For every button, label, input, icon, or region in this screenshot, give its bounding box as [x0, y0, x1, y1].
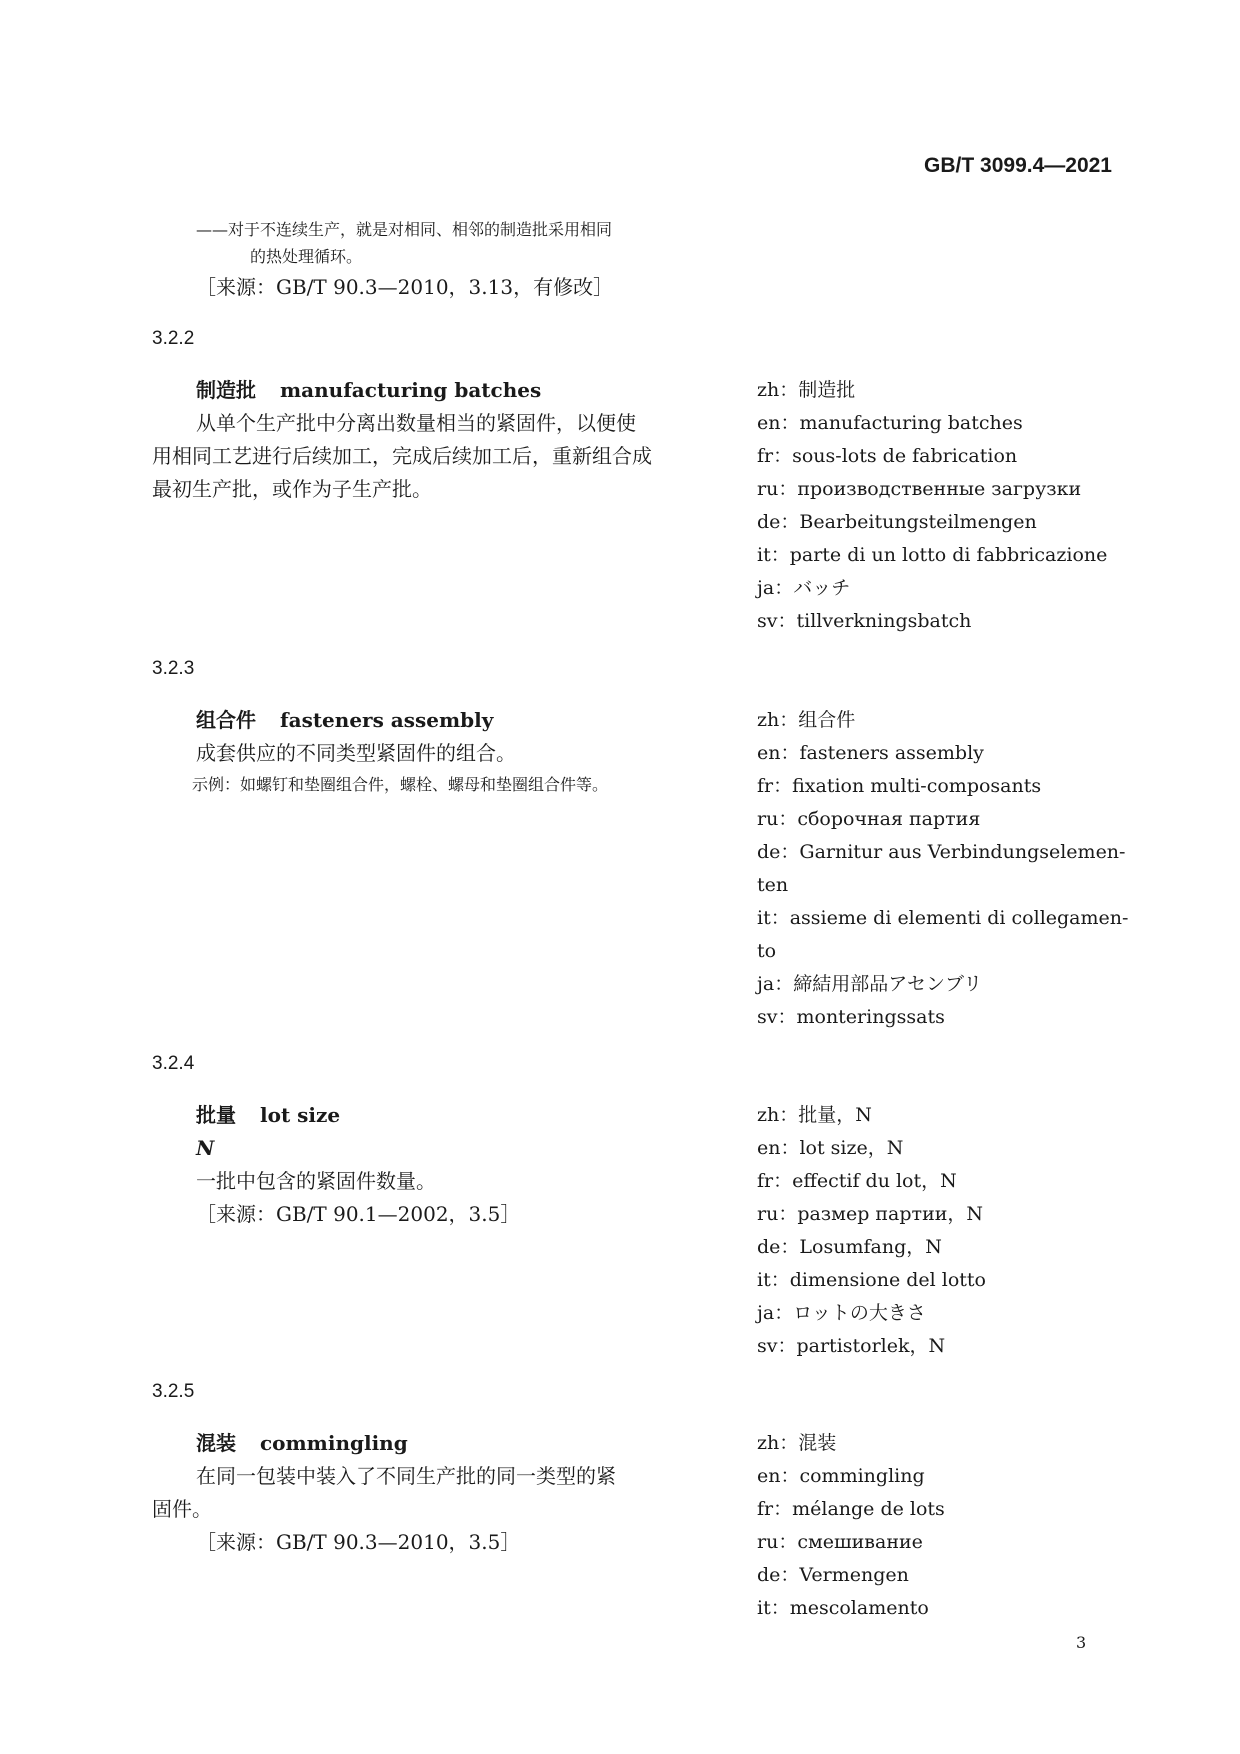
lang-entry: fr：mélange de lots — [757, 1498, 945, 1520]
term-en: lot size — [260, 1103, 341, 1127]
lang-entry: sv：tillverkningsbatch — [757, 610, 972, 632]
term-zh: 制造批 — [196, 378, 256, 402]
lang-entry: ten — [757, 874, 789, 896]
lang-entry: it：parte di un lotto di fabbricazione — [757, 544, 1108, 566]
lang-entry: en：fasteners assembly — [757, 742, 984, 764]
definition-line-2: 用相同工艺进行后续加工，完成后续加工后，重新组合成 — [152, 444, 652, 468]
source-reference: ［来源：GB/T 90.3—2010，3.5］ — [196, 1530, 521, 1554]
definition-line-3: 最初生产批，或作为子生产批。 — [152, 477, 432, 501]
lang-entry: zh：批量，N — [757, 1104, 872, 1126]
definition-line-1: 从单个生产批中分离出数量相当的紧固件，以便使 — [196, 411, 636, 435]
lang-entry: de：Bearbeitungsteilmengen — [757, 511, 1037, 533]
lang-entry: ru：размер партии，N — [757, 1203, 984, 1225]
term-zh: 批量 — [196, 1103, 236, 1127]
lang-entry: to — [757, 940, 777, 962]
intro-dash-line: ——对于不连续生产，就是对相同、相邻的制造批采用相同 — [196, 220, 613, 239]
intro-source: ［来源：GB/T 90.3—2010，3.13，有修改］ — [196, 275, 614, 299]
page-number: 3 — [1076, 1633, 1087, 1652]
lang-entry: ru：сборочная партия — [757, 808, 981, 830]
lang-entry: fr：fixation multi-composants — [757, 775, 1042, 797]
clause-number-3-2-4: 3.2.4 — [152, 1053, 195, 1074]
lang-entry: en：manufacturing batches — [757, 412, 1023, 434]
document-id: GB/T 3099.4—2021 — [924, 154, 1112, 177]
term-symbol: N — [196, 1136, 215, 1160]
lang-entry: it：assieme di elementi di collegamen- — [757, 907, 1129, 929]
term-en: commingling — [260, 1431, 408, 1455]
lang-entry: ru：смешивание — [757, 1531, 923, 1553]
lang-entry: en：lot size，N — [757, 1137, 904, 1159]
clause-number-3-2-3: 3.2.3 — [152, 658, 195, 679]
term-zh: 组合件 — [196, 708, 256, 732]
definition-line-1: 一批中包含的紧固件数量。 — [196, 1169, 436, 1193]
lang-entry: it：dimensione del lotto — [757, 1269, 986, 1291]
lang-entry: ja：ロットの大きさ — [757, 1302, 926, 1324]
lang-entry: de：Garnitur aus Verbindungselemen- — [757, 841, 1126, 863]
term-heading-3-2-5 — [196, 1431, 408, 1455]
intro-line-2: 的热处理循环。 — [250, 247, 363, 266]
definition-line-1: 在同一包装中装入了不同生产批的同一类型的紧 — [196, 1464, 616, 1488]
lang-entry: it：mescolamento — [757, 1597, 929, 1619]
lang-entry: ru：производственные загрузки — [757, 478, 1082, 500]
clause-number-3-2-5: 3.2.5 — [152, 1381, 195, 1402]
lang-entry: ja：バッチ — [757, 577, 851, 599]
lang-entry: zh：组合件 — [757, 709, 856, 731]
lang-entry: de：Losumfang，N — [757, 1236, 942, 1258]
clause-number-3-2-2: 3.2.2 — [152, 328, 195, 349]
lang-entry: sv：partistorlek，N — [757, 1335, 946, 1357]
lang-entry: sv：monteringssats — [757, 1006, 945, 1028]
lang-entry: zh：制造批 — [757, 379, 856, 401]
lang-entry: zh：混装 — [757, 1432, 837, 1454]
lang-entry: ja：締結用部品アセンブリ — [757, 973, 983, 995]
term-en: manufacturing batches — [280, 378, 542, 402]
term-heading-3-2-4 — [196, 1103, 340, 1127]
term-zh: 混装 — [196, 1431, 236, 1455]
lang-entry: fr：effectif du lot，N — [757, 1170, 957, 1192]
example-note: 示例：如螺钉和垫圈组合件，螺栓、螺母和垫圈组合件等。 — [192, 775, 609, 794]
term-heading-3-2-3 — [196, 708, 493, 732]
definition-line-2: 固件。 — [152, 1497, 212, 1521]
lang-entry: fr：sous-lots de fabrication — [757, 445, 1018, 467]
lang-entry: de：Vermengen — [757, 1564, 909, 1586]
source-reference: ［来源：GB/T 90.1—2002，3.5］ — [196, 1202, 521, 1226]
term-en: fasteners assembly — [280, 708, 494, 732]
term-heading-3-2-2 — [196, 378, 541, 402]
lang-entry: en：commingling — [757, 1465, 925, 1487]
definition-line-1: 成套供应的不同类型紧固件的组合。 — [196, 741, 516, 765]
